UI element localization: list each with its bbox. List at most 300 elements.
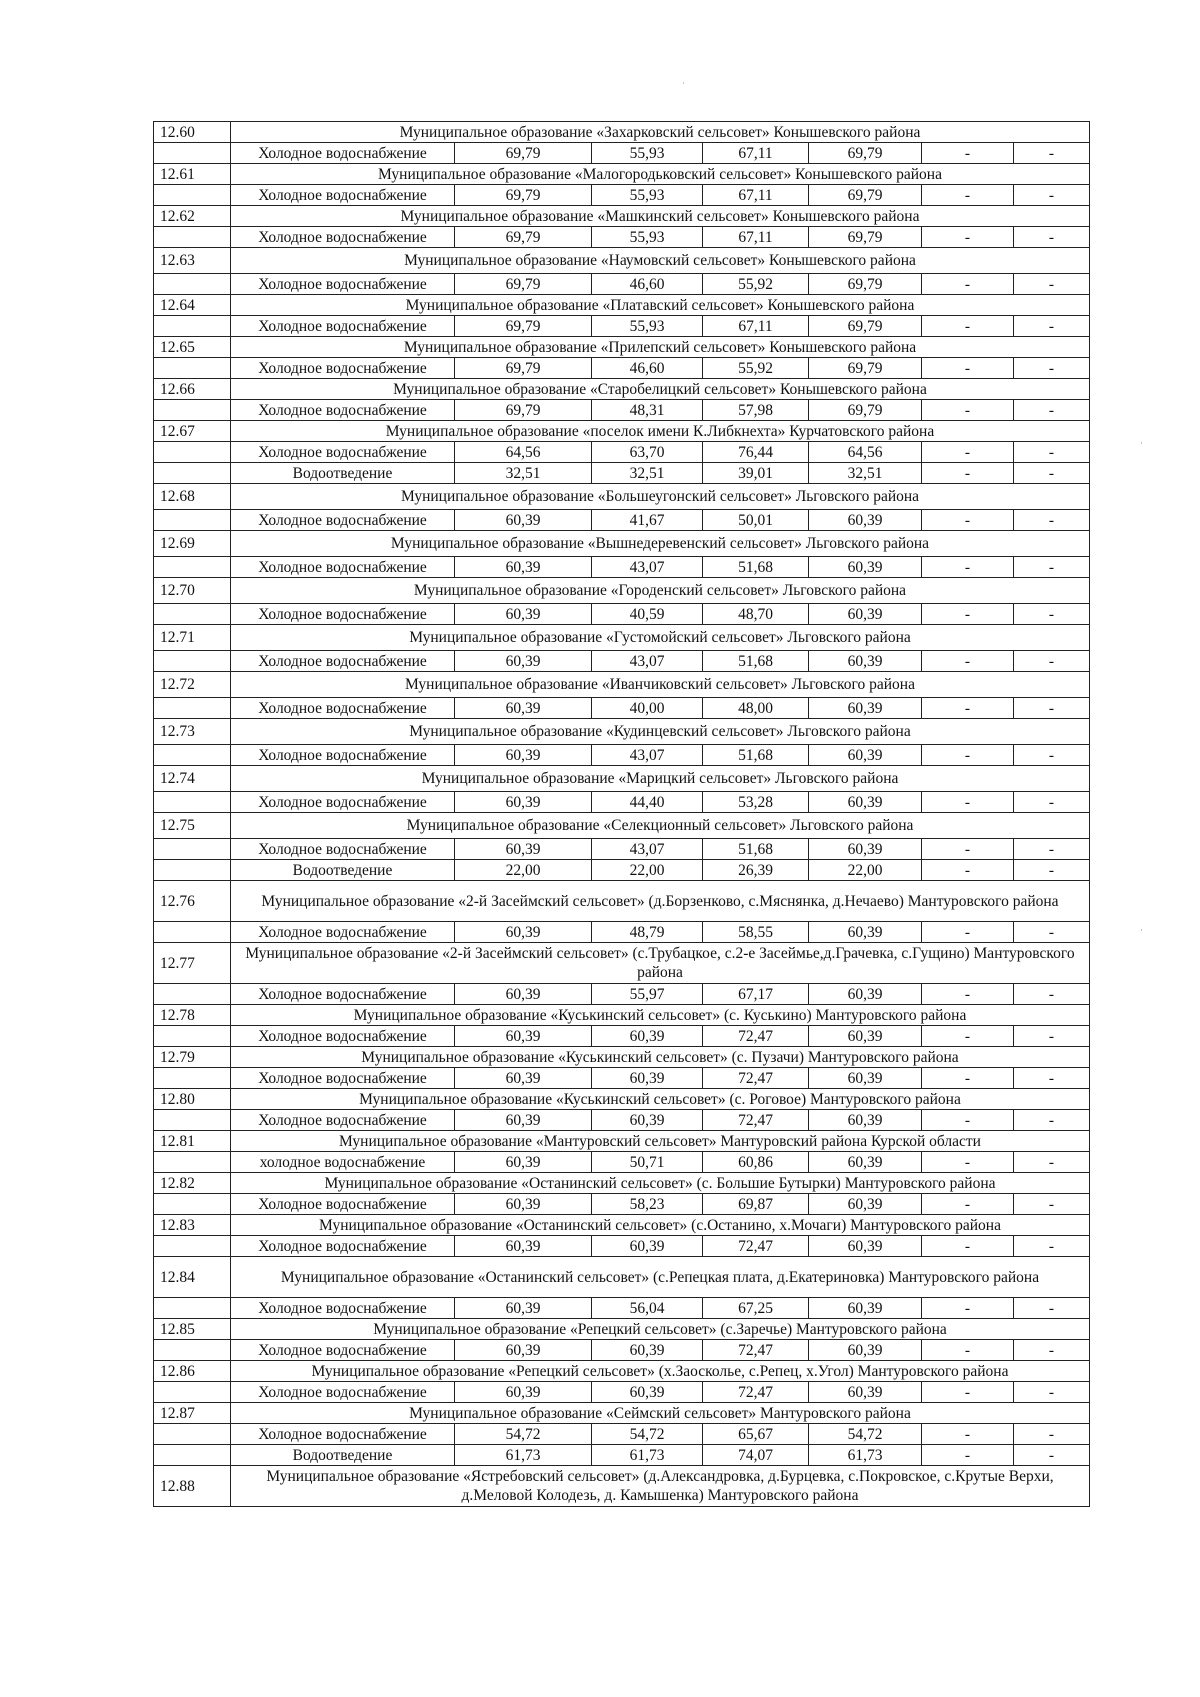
service-name: Водоотведение (231, 1445, 455, 1466)
empty-number-cell (154, 792, 231, 813)
tariff-value: 64,56 (809, 442, 922, 463)
service-name: Холодное водоснабжение (231, 745, 455, 766)
municipality-title: Муниципальное образование «Мантуровский сельсовет» Мантуровский района Курской области (231, 1131, 1090, 1152)
item-number: 12.75 (154, 813, 231, 839)
tariff-row (154, 185, 1090, 206)
tariff-value: 60,39 (592, 1026, 703, 1047)
tariff-value: - (922, 1424, 1014, 1445)
tariff-value: 40,00 (592, 698, 703, 719)
tariff-value: 51,68 (703, 651, 809, 672)
tariff-value: - (1014, 1298, 1090, 1319)
municipality-title: Муниципальное образование «Репецкий сельсовет» (х.Заосколье, с.Репец, х.Угол) Мантуровского района (231, 1361, 1090, 1382)
tariff-value: - (922, 1445, 1014, 1466)
tariff-value: 60,39 (455, 839, 592, 860)
item-number: 12.78 (154, 1005, 231, 1026)
tariff-value: 55,97 (592, 984, 703, 1005)
tariff-value: 60,39 (455, 1236, 592, 1257)
tariff-value: - (1014, 442, 1090, 463)
tariff-value: - (1014, 1110, 1090, 1131)
tariff-value: 60,39 (455, 1110, 592, 1131)
tariff-row (154, 1152, 1090, 1173)
tariff-value: - (1014, 185, 1090, 206)
tariff-value: 60,39 (592, 1340, 703, 1361)
tariff-value: 69,79 (455, 316, 592, 337)
service-name: Холодное водоснабжение (231, 274, 455, 295)
tariff-row (154, 1026, 1090, 1047)
tariff-value: - (922, 839, 1014, 860)
item-number: 12.79 (154, 1047, 231, 1068)
tariff-value: 60,39 (592, 1110, 703, 1131)
tariff-value: 43,07 (592, 557, 703, 578)
service-name: Холодное водоснабжение (231, 1026, 455, 1047)
empty-number-cell (154, 1194, 231, 1215)
service-name: Холодное водоснабжение (231, 1236, 455, 1257)
tariff-value: - (922, 745, 1014, 766)
tariff-row (154, 1340, 1090, 1361)
municipality-title: Муниципальное образование «Прилепский сельсовет» Конышевского района (231, 337, 1090, 358)
empty-number-cell (154, 510, 231, 531)
item-number: 12.85 (154, 1319, 231, 1340)
service-name: Холодное водоснабжение (231, 698, 455, 719)
item-number: 12.64 (154, 295, 231, 316)
tariff-value: 60,86 (703, 1152, 809, 1173)
tariff-value: 60,39 (455, 1382, 592, 1403)
tariff-value: 60,39 (809, 510, 922, 531)
tariff-row (154, 1068, 1090, 1089)
tariff-value: - (1014, 316, 1090, 337)
tariff-row (154, 510, 1090, 531)
tariff-value: - (922, 358, 1014, 379)
municipality-title: Муниципальное образование «2-й Засеймский сельсовет» (д.Борзенково, с.Мяснянка, д.Нечаево) Мантуровского района (231, 881, 1090, 922)
empty-number-cell (154, 557, 231, 578)
tariff-value: 60,39 (809, 745, 922, 766)
municipality-title: Муниципальное образование «Вышнедеревенский сельсовет» Льговского района (231, 531, 1090, 557)
tariff-value: 60,39 (809, 922, 922, 943)
group-header-row (154, 206, 1090, 227)
item-number: 12.81 (154, 1131, 231, 1152)
empty-number-cell (154, 922, 231, 943)
empty-number-cell (154, 1445, 231, 1466)
tariff-value: 48,00 (703, 698, 809, 719)
tariff-value: 55,92 (703, 358, 809, 379)
group-header-row (154, 1215, 1090, 1236)
empty-number-cell (154, 1152, 231, 1173)
tariff-value: - (1014, 1382, 1090, 1403)
tariff-value: 60,39 (592, 1382, 703, 1403)
tariff-value: - (922, 557, 1014, 578)
tariff-value: 63,70 (592, 442, 703, 463)
tariff-value: 60,39 (809, 1152, 922, 1173)
item-number: 12.83 (154, 1215, 231, 1236)
item-number: 12.84 (154, 1257, 231, 1298)
scan-speck: · (1140, 925, 1143, 935)
empty-number-cell (154, 860, 231, 881)
tariff-value: 61,73 (455, 1445, 592, 1466)
item-number: 12.73 (154, 719, 231, 745)
tariff-value: - (922, 1068, 1014, 1089)
tariff-value: 67,25 (703, 1298, 809, 1319)
group-header-row (154, 625, 1090, 651)
tariff-value: 60,39 (809, 1068, 922, 1089)
tariff-value: 60,39 (455, 557, 592, 578)
group-header-row (154, 1403, 1090, 1424)
municipality-title: Муниципальное образование «Иванчиковский сельсовет» Льговского района (231, 672, 1090, 698)
tariff-value: 61,73 (592, 1445, 703, 1466)
service-name: холодное водоснабжение (231, 1152, 455, 1173)
tariff-value: 69,79 (455, 227, 592, 248)
municipality-title: Муниципальное образование «Марицкий сельсовет» Льговского района (231, 766, 1090, 792)
municipality-title: Муниципальное образование «Платавский сельсовет» Конышевского района (231, 295, 1090, 316)
item-number: 12.66 (154, 379, 231, 400)
tariff-value: - (1014, 839, 1090, 860)
service-name: Холодное водоснабжение (231, 604, 455, 625)
item-number: 12.74 (154, 766, 231, 792)
tariff-value: - (922, 442, 1014, 463)
tariff-value: 50,71 (592, 1152, 703, 1173)
tariff-value: 74,07 (703, 1445, 809, 1466)
group-header-row (154, 379, 1090, 400)
empty-number-cell (154, 1026, 231, 1047)
tariff-row (154, 651, 1090, 672)
tariff-value: - (1014, 984, 1090, 1005)
tariff-row (154, 442, 1090, 463)
service-name: Холодное водоснабжение (231, 1340, 455, 1361)
tariff-value: - (922, 984, 1014, 1005)
tariff-value: 60,39 (809, 1236, 922, 1257)
tariff-value: - (922, 274, 1014, 295)
service-name: Холодное водоснабжение (231, 510, 455, 531)
municipality-title: Муниципальное образование «Малогородьковский сельсовет» Конышевского района (231, 164, 1090, 185)
tariff-value: 60,39 (809, 1340, 922, 1361)
group-header-row (154, 881, 1090, 922)
tariff-value: 76,44 (703, 442, 809, 463)
tariff-value: - (1014, 1194, 1090, 1215)
item-number: 12.76 (154, 881, 231, 922)
tariff-value: 60,39 (809, 839, 922, 860)
municipality-title: Муниципальное образование «Большеугонский сельсовет» Льговского района (231, 484, 1090, 510)
empty-number-cell (154, 839, 231, 860)
tariff-value: 69,79 (809, 400, 922, 421)
item-number: 12.82 (154, 1173, 231, 1194)
tariff-value: 60,39 (809, 792, 922, 813)
item-number: 12.70 (154, 578, 231, 604)
group-header-row (154, 164, 1090, 185)
tariff-value: - (922, 792, 1014, 813)
municipality-title: Муниципальное образование «Кудинцевский сельсовет» Льговского района (231, 719, 1090, 745)
group-header-row (154, 1173, 1090, 1194)
tariff-value: - (1014, 698, 1090, 719)
tariff-row (154, 316, 1090, 337)
empty-number-cell (154, 1110, 231, 1131)
tariff-value: 69,79 (455, 400, 592, 421)
tariff-value: 51,68 (703, 839, 809, 860)
service-name: Холодное водоснабжение (231, 1298, 455, 1319)
tariff-value: - (922, 1340, 1014, 1361)
item-number: 12.67 (154, 421, 231, 442)
municipality-title: Муниципальное образование «Селекционный сельсовет» Льговского района (231, 813, 1090, 839)
municipality-title: Муниципальное образование «Наумовский сельсовет» Конышевского района (231, 248, 1090, 274)
tariff-value: 53,28 (703, 792, 809, 813)
tariff-value: - (1014, 227, 1090, 248)
empty-number-cell (154, 227, 231, 248)
item-number: 12.87 (154, 1403, 231, 1424)
group-header-row (154, 484, 1090, 510)
empty-number-cell (154, 651, 231, 672)
empty-number-cell (154, 604, 231, 625)
municipality-title: Муниципальное образование «Густомойский сельсовет» Льговского района (231, 625, 1090, 651)
service-name: Холодное водоснабжение (231, 143, 455, 164)
empty-number-cell (154, 1340, 231, 1361)
tariff-value: 69,79 (809, 143, 922, 164)
scan-speck: · (1140, 438, 1143, 448)
tariff-value: 43,07 (592, 745, 703, 766)
service-name: Холодное водоснабжение (231, 442, 455, 463)
tariff-value: 60,39 (455, 698, 592, 719)
tariff-value: 60,39 (809, 1382, 922, 1403)
municipality-title: Муниципальное образование «Городенский сельсовет» Льговского района (231, 578, 1090, 604)
tariff-value: - (1014, 1068, 1090, 1089)
tariff-value: 60,39 (809, 557, 922, 578)
empty-number-cell (154, 1068, 231, 1089)
municipality-title: Муниципальное образование «Сеймский сельсовет» Мантуровского района (231, 1403, 1090, 1424)
empty-number-cell (154, 143, 231, 164)
group-header-row (154, 1319, 1090, 1340)
tariff-value: 72,47 (703, 1382, 809, 1403)
tariff-value: 69,87 (703, 1194, 809, 1215)
tariff-value: 32,51 (455, 463, 592, 484)
tariff-value: 60,39 (455, 792, 592, 813)
municipality-title: Муниципальное образование «Репецкий сельсовет» (с.Заречье) Мантуровского района (231, 1319, 1090, 1340)
tariff-row (154, 745, 1090, 766)
tariff-value: 58,23 (592, 1194, 703, 1215)
tariff-value: - (1014, 1152, 1090, 1173)
tariff-row (154, 358, 1090, 379)
tariff-value: - (1014, 358, 1090, 379)
tariff-value: - (922, 1026, 1014, 1047)
service-name: Водоотведение (231, 463, 455, 484)
tariff-value: - (1014, 557, 1090, 578)
item-number: 12.77 (154, 943, 231, 984)
tariff-row (154, 227, 1090, 248)
tariff-value: 60,39 (455, 1026, 592, 1047)
empty-number-cell (154, 442, 231, 463)
tariff-value: - (1014, 1445, 1090, 1466)
tariff-value: 60,39 (455, 1340, 592, 1361)
tariff-value: - (1014, 463, 1090, 484)
tariff-value: 72,47 (703, 1340, 809, 1361)
tariff-value: - (1014, 792, 1090, 813)
tariff-value: 56,04 (592, 1298, 703, 1319)
group-header-row (154, 1131, 1090, 1152)
tariff-value: 67,17 (703, 984, 809, 1005)
tariff-value: - (922, 510, 1014, 531)
tariff-value: 54,72 (455, 1424, 592, 1445)
group-header-row (154, 1089, 1090, 1110)
tariff-value: 60,39 (455, 604, 592, 625)
tariff-row (154, 463, 1090, 484)
tariff-value: 43,07 (592, 651, 703, 672)
service-name: Холодное водоснабжение (231, 984, 455, 1005)
tariff-value: 48,70 (703, 604, 809, 625)
tariff-value: - (922, 227, 1014, 248)
item-number: 12.88 (154, 1466, 231, 1507)
group-header-row (154, 1047, 1090, 1068)
tariff-row (154, 1445, 1090, 1466)
item-number: 12.86 (154, 1361, 231, 1382)
empty-number-cell (154, 745, 231, 766)
tariff-value: 60,39 (455, 651, 592, 672)
tariff-value: - (922, 463, 1014, 484)
empty-number-cell (154, 274, 231, 295)
tariff-value: 67,11 (703, 316, 809, 337)
tariff-value: - (922, 1152, 1014, 1173)
tariff-value: 60,39 (809, 1110, 922, 1131)
tariff-value: 67,11 (703, 227, 809, 248)
service-name: Холодное водоснабжение (231, 358, 455, 379)
tariff-value: 72,47 (703, 1236, 809, 1257)
service-name: Холодное водоснабжение (231, 839, 455, 860)
tariff-value: 72,47 (703, 1110, 809, 1131)
tariff-value: - (922, 1194, 1014, 1215)
empty-number-cell (154, 400, 231, 421)
tariff-value: 69,79 (809, 358, 922, 379)
service-name: Холодное водоснабжение (231, 557, 455, 578)
tariff-value: 60,39 (809, 651, 922, 672)
empty-number-cell (154, 1236, 231, 1257)
tariff-value: 46,60 (592, 358, 703, 379)
tariff-value: 51,68 (703, 745, 809, 766)
municipality-title: Муниципальное образование «2-й Засеймский сельсовет» (с.Трубацкое, с.2-е Засеймье,д.Грачевка, с.Гущино) Мантуровского района (231, 943, 1090, 984)
tariff-row (154, 604, 1090, 625)
tariff-value: 69,79 (455, 143, 592, 164)
tariff-value: 60,39 (455, 510, 592, 531)
tariff-value: 72,47 (703, 1068, 809, 1089)
item-number: 12.68 (154, 484, 231, 510)
group-header-row (154, 295, 1090, 316)
tariff-value: 55,93 (592, 143, 703, 164)
tariff-value: 64,56 (455, 442, 592, 463)
empty-number-cell (154, 185, 231, 206)
tariff-value: 60,39 (455, 745, 592, 766)
tariff-value: - (1014, 1236, 1090, 1257)
tariff-value: 54,72 (809, 1424, 922, 1445)
empty-number-cell (154, 698, 231, 719)
tariff-value: 39,01 (703, 463, 809, 484)
tariff-value: 32,51 (809, 463, 922, 484)
service-name: Холодное водоснабжение (231, 400, 455, 421)
municipality-title: Муниципальное образование «Куськинский сельсовет» (с. Роговое) Мантуровского района (231, 1089, 1090, 1110)
tariff-value: - (922, 651, 1014, 672)
tariff-value: 60,39 (455, 1298, 592, 1319)
tariff-row (154, 1424, 1090, 1445)
group-header-row (154, 1466, 1090, 1507)
tariff-value: 22,00 (592, 860, 703, 881)
item-number: 12.69 (154, 531, 231, 557)
tariff-value: 43,07 (592, 839, 703, 860)
tariff-value: 54,72 (592, 1424, 703, 1445)
service-name: Холодное водоснабжение (231, 1424, 455, 1445)
group-header-row (154, 122, 1090, 143)
tariff-row (154, 792, 1090, 813)
service-name: Водоотведение (231, 860, 455, 881)
tariff-value: 58,55 (703, 922, 809, 943)
group-header-row (154, 1005, 1090, 1026)
tariff-row (154, 400, 1090, 421)
municipality-title: Муниципальное образование «Ястребовский сельсовет» (д.Александровка, д.Бурцевка, с.Покровское, с.Крутые Верхи, д.Меловой Колодезь, д. Камышенка) Мантуровского района (231, 1466, 1090, 1507)
service-name: Холодное водоснабжение (231, 227, 455, 248)
tariff-value: - (922, 604, 1014, 625)
tariff-value: 32,51 (592, 463, 703, 484)
empty-number-cell (154, 316, 231, 337)
tariff-value: 60,39 (809, 1026, 922, 1047)
tariff-value: 69,79 (809, 185, 922, 206)
tariff-value: - (1014, 922, 1090, 943)
tariff-value: - (922, 1382, 1014, 1403)
empty-number-cell (154, 358, 231, 379)
tariff-value: 60,39 (592, 1236, 703, 1257)
tariff-value: - (1014, 860, 1090, 881)
tariff-table (153, 121, 1090, 1507)
item-number: 12.71 (154, 625, 231, 651)
tariff-row (154, 143, 1090, 164)
tariff-value: 55,93 (592, 227, 703, 248)
tariff-row (154, 984, 1090, 1005)
tariff-value: 61,73 (809, 1445, 922, 1466)
tariff-value: - (922, 316, 1014, 337)
municipality-title: Муниципальное образование «Останинский сельсовет» (с. Большие Бутырки) Мантуровского района (231, 1173, 1090, 1194)
group-header-row (154, 672, 1090, 698)
tariff-row (154, 922, 1090, 943)
empty-number-cell (154, 1298, 231, 1319)
item-number: 12.80 (154, 1089, 231, 1110)
tariff-value: 60,39 (455, 1152, 592, 1173)
tariff-value: - (922, 185, 1014, 206)
service-name: Холодное водоснабжение (231, 1110, 455, 1131)
tariff-value: 22,00 (809, 860, 922, 881)
group-header-row (154, 421, 1090, 442)
tariff-value: - (1014, 745, 1090, 766)
tariff-value: 69,79 (455, 358, 592, 379)
tariff-value: 60,39 (455, 922, 592, 943)
group-header-row (154, 1257, 1090, 1298)
municipality-title: Муниципальное образование «поселок имени К.Либкнехта» Курчатовского района (231, 421, 1090, 442)
tariff-value: 46,60 (592, 274, 703, 295)
tariff-value: 55,92 (703, 274, 809, 295)
tariff-value: 69,79 (455, 185, 592, 206)
tariff-value: 40,59 (592, 604, 703, 625)
tariff-value: 44,40 (592, 792, 703, 813)
tariff-row (154, 1194, 1090, 1215)
service-name: Холодное водоснабжение (231, 1382, 455, 1403)
tariff-value: 22,00 (455, 860, 592, 881)
tariff-value: - (1014, 604, 1090, 625)
tariff-value: - (1014, 143, 1090, 164)
tariff-value: 60,39 (809, 698, 922, 719)
tariff-value: - (1014, 1026, 1090, 1047)
group-header-row (154, 1361, 1090, 1382)
tariff-value: 60,39 (809, 1298, 922, 1319)
empty-number-cell (154, 463, 231, 484)
empty-number-cell (154, 1382, 231, 1403)
tariff-row (154, 1298, 1090, 1319)
group-header-row (154, 813, 1090, 839)
tariff-value: 67,11 (703, 185, 809, 206)
tariff-row (154, 557, 1090, 578)
group-header-row (154, 943, 1090, 984)
tariff-value: - (1014, 274, 1090, 295)
tariff-value: 60,39 (455, 1068, 592, 1089)
service-name: Холодное водоснабжение (231, 185, 455, 206)
